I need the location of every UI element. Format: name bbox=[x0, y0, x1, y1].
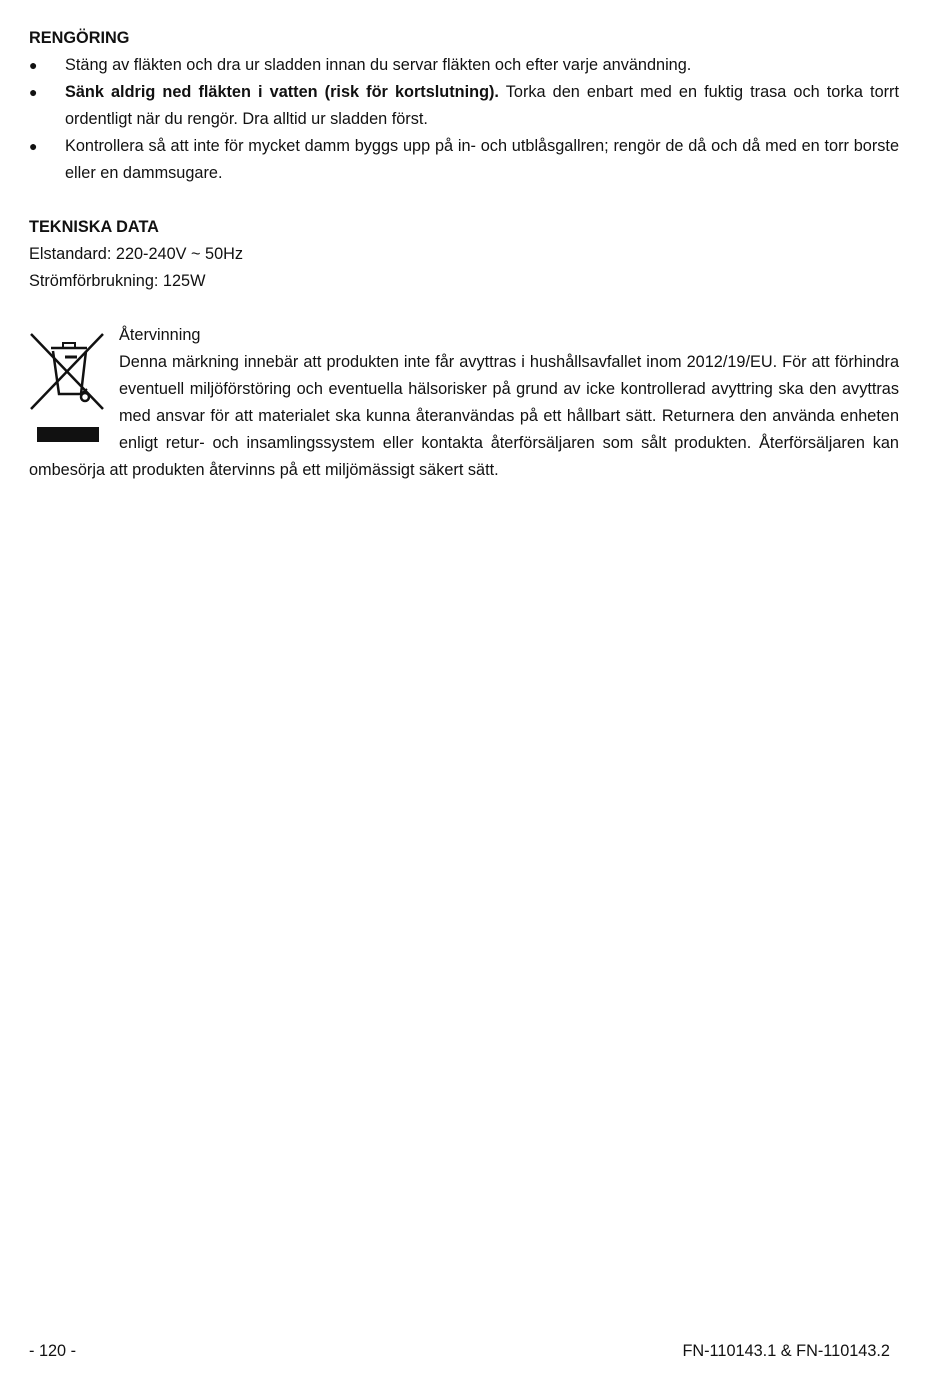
tech-power: Strömförbrukning: 125W bbox=[29, 272, 206, 290]
bullet-text: Torka den enbart med en fuktig trasa och torka torrt ordentligt när du rengör. Dra alltid ur sladden först. bbox=[65, 83, 899, 128]
recycling-body: Denna märkning innebär att produkten inte får avyttras i hushållsavfallet inom 2012/19/EU. För att förhindra eventuell miljöförstöring och eventuella hälsorisker på grund av icke kontrollerad avyttring ska den avyttras med ansvar för att materialet ska kunna återanvändas på ett hållbart sätt. Returnera den använda enheten enligt retur- och insamlingssystem eller kontakta återförsäljaren som sålt produkten. Återförsäljaren kan ombesörja att produkten återvinns på ett miljömässigt säkert sätt. bbox=[29, 353, 899, 479]
page-content bbox=[29, 25, 899, 484]
bullet-text: Stäng av fläkten och dra ur sladden innan du servar fläkten och efter varje användning. bbox=[65, 56, 692, 74]
bullet-icon: ● bbox=[29, 57, 38, 73]
cleaning-list bbox=[29, 52, 899, 187]
tech-heading: TEKNISKA DATA bbox=[29, 218, 159, 236]
list-item bbox=[29, 52, 899, 79]
list-item bbox=[29, 133, 899, 187]
bullet-icon: ● bbox=[29, 138, 38, 154]
bullet-icon: ● bbox=[29, 84, 38, 100]
model-number: FN-110143.1 & FN-110143.2 bbox=[682, 1342, 890, 1360]
page-number: - 120 - bbox=[29, 1342, 77, 1360]
bullet-warning: Sänk aldrig ned fläkten i vatten (risk för kortslutning). bbox=[65, 83, 499, 101]
recycling-title: Återvinning bbox=[119, 326, 201, 344]
list-item bbox=[29, 79, 899, 133]
cleaning-heading: RENGÖRING bbox=[29, 29, 130, 47]
recycling-section bbox=[29, 322, 899, 484]
tech-voltage: Elstandard: 220-240V ~ 50Hz bbox=[29, 245, 244, 263]
bullet-text: Kontrollera så att inte för mycket damm byggs upp på in- och utblåsgallren; rengör de då och då med en torr borste eller en dammsugare. bbox=[65, 137, 899, 182]
crossed-out-wheelie-bin-icon bbox=[29, 326, 107, 444]
